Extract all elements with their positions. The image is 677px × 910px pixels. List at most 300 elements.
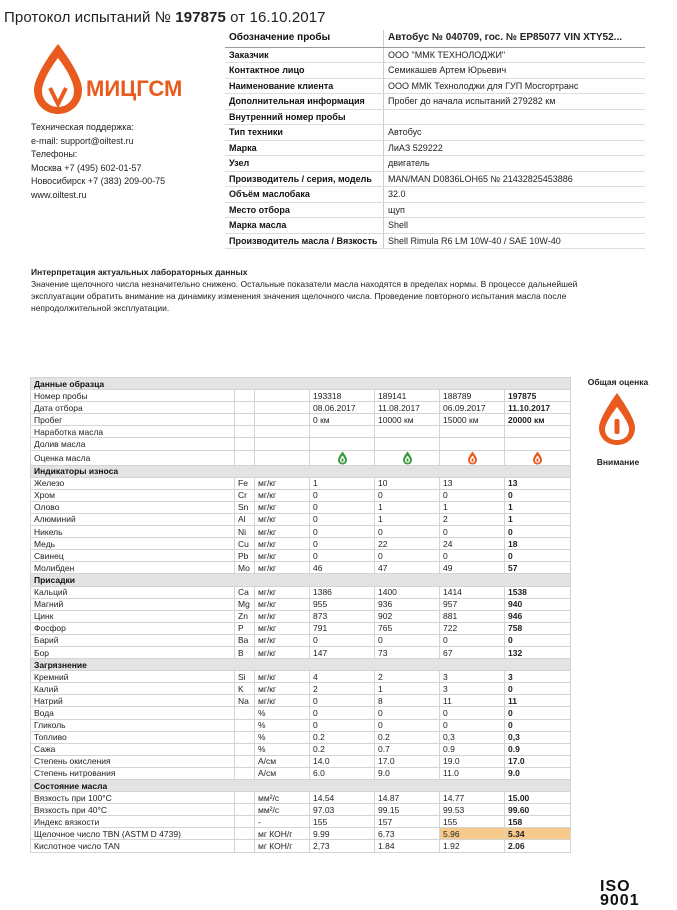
param-name: Индекс вязкости <box>31 816 235 828</box>
unit: A/см <box>255 755 310 767</box>
value-cell: 15000 км <box>440 414 505 426</box>
unit: мг/кг <box>255 489 310 501</box>
element-symbol: Mo <box>235 562 255 574</box>
value-cell: 6.73 <box>375 828 440 840</box>
section-header-row <box>31 378 571 390</box>
param-name: Наработка масла <box>31 426 235 438</box>
unit: % <box>255 719 310 731</box>
table-row <box>31 683 571 695</box>
value-cell: 49 <box>440 562 505 574</box>
value-cell: 1 <box>440 501 505 513</box>
info-label: Наименование клиента <box>225 78 384 94</box>
value-cell: 0 <box>440 526 505 538</box>
info-label: Марка <box>225 140 384 156</box>
info-row <box>225 30 645 47</box>
value-cell: 1 <box>375 683 440 695</box>
logo-text: МИЦГСМ <box>86 76 183 101</box>
value-cell: 13 <box>440 477 505 489</box>
value-cell: 0 <box>505 683 571 695</box>
sample-info-table <box>225 30 645 249</box>
element-symbol <box>235 390 255 402</box>
param-name: Барий <box>31 634 235 646</box>
info-value: ООО ММК Технолоджи для ГУП Мосгортранс <box>384 78 646 94</box>
info-label: Контактное лицо <box>225 63 384 79</box>
value-cell: 873 <box>310 610 375 622</box>
value-cell: 0 <box>505 550 571 562</box>
param-name: Степень нитрования <box>31 767 235 779</box>
param-name: Никель <box>31 526 235 538</box>
support-heading: Техническая поддержка: <box>31 122 134 132</box>
value-cell <box>375 426 440 438</box>
value-cell: 14.87 <box>375 792 440 804</box>
value-cell: 158 <box>505 816 571 828</box>
value-cell: 0 <box>375 489 440 501</box>
info-label: Производитель масла / Вязкость <box>225 233 384 249</box>
table-row <box>31 598 571 610</box>
value-cell: 0 <box>375 707 440 719</box>
unit: мг/кг <box>255 550 310 562</box>
value-cell: 99.53 <box>440 804 505 816</box>
ok-drop-icon <box>375 450 440 465</box>
element-symbol <box>235 707 255 719</box>
value-cell: 147 <box>310 646 375 658</box>
element-symbol: Pb <box>235 550 255 562</box>
unit: мг/кг <box>255 562 310 574</box>
value-cell: 10000 км <box>375 414 440 426</box>
value-cell: 06.09.2017 <box>440 402 505 414</box>
element-symbol <box>235 719 255 731</box>
value-cell: 0 <box>310 489 375 501</box>
value-cell: 1 <box>310 477 375 489</box>
value-cell: 0.7 <box>375 743 440 755</box>
info-label: Заказчик <box>225 47 384 63</box>
unit: A/см <box>255 767 310 779</box>
info-label: Дополнительная информация <box>225 94 384 110</box>
report-title <box>4 9 326 26</box>
param-name: Вязкость при 100°C <box>31 792 235 804</box>
value-cell: 1386 <box>310 586 375 598</box>
unit <box>255 426 310 438</box>
iso-9001-mark <box>600 880 640 908</box>
table-row <box>31 426 571 438</box>
element-symbol: Fe <box>235 477 255 489</box>
value-cell: 0 <box>440 489 505 501</box>
value-cell: 188789 <box>440 390 505 402</box>
unit: % <box>255 743 310 755</box>
title-prefix: Протокол испытаний № <box>4 9 176 26</box>
table-row <box>31 414 571 426</box>
value-cell: 67 <box>440 646 505 658</box>
param-name: Вязкость при 40°C <box>31 804 235 816</box>
info-value: ЛиАЗ 529222 <box>384 140 646 156</box>
value-cell: 0.2 <box>375 731 440 743</box>
param-name: Вода <box>31 707 235 719</box>
table-row <box>31 719 571 731</box>
param-name: Кальций <box>31 586 235 598</box>
param-name: Хром <box>31 489 235 501</box>
unit: мг/кг <box>255 586 310 598</box>
info-value: ООО "ММК ТЕХНОЛОДЖИ" <box>384 47 646 63</box>
element-symbol <box>235 767 255 779</box>
value-cell: 0 <box>375 634 440 646</box>
info-row <box>225 233 645 249</box>
param-name: Номер пробы <box>31 390 235 402</box>
value-cell: 8 <box>375 695 440 707</box>
param-name: Бор <box>31 646 235 658</box>
value-cell: 132 <box>505 646 571 658</box>
info-row <box>225 63 645 79</box>
param-name: Молибден <box>31 562 235 574</box>
unit: мг/кг <box>255 671 310 683</box>
value-cell <box>505 438 571 450</box>
table-row <box>31 671 571 683</box>
unit: мг/кг <box>255 513 310 525</box>
value-cell: 1400 <box>375 586 440 598</box>
company-logo <box>28 40 208 116</box>
element-symbol <box>235 755 255 767</box>
unit: мг/кг <box>255 646 310 658</box>
info-label: Узел <box>225 156 384 172</box>
value-cell: 22 <box>375 538 440 550</box>
value-cell: 99.15 <box>375 804 440 816</box>
table-row <box>31 501 571 513</box>
value-cell: 1538 <box>505 586 571 598</box>
info-label: Внутренний номер пробы <box>225 109 384 125</box>
info-row <box>225 140 645 156</box>
unit: мм²/с <box>255 792 310 804</box>
value-cell: 193318 <box>310 390 375 402</box>
value-cell: 11.10.2017 <box>505 402 571 414</box>
info-row <box>225 202 645 218</box>
table-row <box>31 513 571 525</box>
info-row <box>225 47 645 63</box>
value-cell: 902 <box>375 610 440 622</box>
info-value: Автобус № 040709, гос. № EP85077 VIN XTY52... <box>384 30 646 47</box>
info-label: Производитель / серия, модель <box>225 171 384 187</box>
info-label: Обозначение пробы <box>225 30 384 47</box>
section-header-row <box>31 659 571 671</box>
value-cell: 9.0 <box>375 767 440 779</box>
value-cell: 0,3 <box>440 731 505 743</box>
value-cell: 2 <box>440 513 505 525</box>
value-cell: 2 <box>310 683 375 695</box>
value-cell: 5.96 <box>440 828 505 840</box>
param-name: Долив масла <box>31 438 235 450</box>
logo-drop-icon <box>34 44 82 114</box>
element-symbol <box>235 450 255 465</box>
attention-drop-icon <box>596 391 638 447</box>
overall-rating-status: Внимание <box>596 457 640 467</box>
param-name: Кислотное число TAN <box>31 840 235 852</box>
unit: % <box>255 731 310 743</box>
table-row <box>31 526 571 538</box>
support-contacts <box>31 121 165 203</box>
value-cell: 2 <box>375 671 440 683</box>
section-title: Данные образца <box>31 378 571 390</box>
section-title: Состояние масла <box>31 780 571 792</box>
unit <box>255 450 310 465</box>
element-symbol: Ni <box>235 526 255 538</box>
element-symbol: Sn <box>235 501 255 513</box>
element-symbol: Mg <box>235 598 255 610</box>
element-symbol: Na <box>235 695 255 707</box>
unit: мг КОН/г <box>255 828 310 840</box>
info-value: Пробег до начала испытаний 279282 км <box>384 94 646 110</box>
unit <box>255 438 310 450</box>
value-cell: 0 <box>505 526 571 538</box>
element-symbol <box>235 792 255 804</box>
value-cell: 1.84 <box>375 840 440 852</box>
element-symbol <box>235 731 255 743</box>
value-cell: 0 <box>310 550 375 562</box>
table-row <box>31 695 571 707</box>
element-symbol <box>235 414 255 426</box>
lab-results-table <box>30 377 571 853</box>
value-cell: 5.34 <box>505 828 571 840</box>
info-label: Тип техники <box>225 125 384 141</box>
value-cell: 946 <box>505 610 571 622</box>
value-cell: 14.54 <box>310 792 375 804</box>
value-cell: 3 <box>440 683 505 695</box>
value-cell: 0 <box>310 719 375 731</box>
param-name: Алюминий <box>31 513 235 525</box>
value-cell: 0 <box>505 719 571 731</box>
unit: мг/кг <box>255 634 310 646</box>
info-value <box>384 109 646 125</box>
element-symbol <box>235 816 255 828</box>
value-cell: 99.60 <box>505 804 571 816</box>
value-cell: 17.0 <box>505 755 571 767</box>
value-cell: 0 <box>440 634 505 646</box>
info-row <box>225 78 645 94</box>
value-cell: 0 <box>310 513 375 525</box>
section-title: Присадки <box>31 574 571 586</box>
value-cell: 0 <box>375 719 440 731</box>
table-row <box>31 477 571 489</box>
info-value: Семикашев Артем Юрьевич <box>384 63 646 79</box>
table-row <box>31 792 571 804</box>
info-label: Марка масла <box>225 218 384 234</box>
unit: % <box>255 707 310 719</box>
info-label: Объём маслобака <box>225 187 384 203</box>
value-cell: 47 <box>375 562 440 574</box>
value-cell <box>440 426 505 438</box>
value-cell <box>375 438 440 450</box>
section-title: Загрязнение <box>31 659 571 671</box>
table-row <box>31 804 571 816</box>
value-cell: 18 <box>505 538 571 550</box>
element-symbol: B <box>235 646 255 658</box>
support-email[interactable]: e-mail: support@oiltest.ru <box>31 135 134 146</box>
value-cell: 765 <box>375 622 440 634</box>
unit <box>255 390 310 402</box>
info-row <box>225 171 645 187</box>
unit: мг/кг <box>255 683 310 695</box>
interpretation-text: Значение щелочного числа незначительно снижено. Остальные показатели масла находятся в пределах нормы. В процессе дальнейшей эксплуатации обратить внимание на динамику изменения значения щелочного числа. Проведение повторного испытания масла после непродолжительной эксплуатации. <box>31 279 578 313</box>
value-cell: 20000 км <box>505 414 571 426</box>
value-cell: 0 <box>505 489 571 501</box>
value-cell: 0.2 <box>310 743 375 755</box>
info-row <box>225 109 645 125</box>
value-cell: 197875 <box>505 390 571 402</box>
unit: мм²/с <box>255 804 310 816</box>
info-value: Автобус <box>384 125 646 141</box>
value-cell: 0 <box>310 707 375 719</box>
table-row <box>31 489 571 501</box>
param-name: Цинк <box>31 610 235 622</box>
value-cell: 08.06.2017 <box>310 402 375 414</box>
value-cell: 722 <box>440 622 505 634</box>
element-symbol: P <box>235 622 255 634</box>
value-cell: 1 <box>375 513 440 525</box>
section-header-row <box>31 465 571 477</box>
info-value: Shell <box>384 218 646 234</box>
param-name: Щелочное число TBN (ASTM D 4739) <box>31 828 235 840</box>
report-number: 197875 <box>175 9 226 26</box>
value-cell: 758 <box>505 622 571 634</box>
value-cell: 73 <box>375 646 440 658</box>
value-cell: 46 <box>310 562 375 574</box>
table-row <box>31 767 571 779</box>
value-cell: 936 <box>375 598 440 610</box>
table-row <box>31 828 571 840</box>
value-cell <box>310 426 375 438</box>
value-cell: 2.06 <box>505 840 571 852</box>
table-row <box>31 731 571 743</box>
info-value: 32.0 <box>384 187 646 203</box>
value-cell: 0 <box>310 526 375 538</box>
value-cell: 24 <box>440 538 505 550</box>
info-value: двигатель <box>384 156 646 172</box>
param-name: Дата отбора <box>31 402 235 414</box>
info-row <box>225 218 645 234</box>
interpretation-heading: Интерпретация актуальных лабораторных данных <box>31 267 248 277</box>
element-symbol <box>235 438 255 450</box>
value-cell: 0 <box>310 501 375 513</box>
param-name: Пробег <box>31 414 235 426</box>
value-cell: 957 <box>440 598 505 610</box>
unit: мг/кг <box>255 610 310 622</box>
value-cell: 2,73 <box>310 840 375 852</box>
value-cell: 6.0 <box>310 767 375 779</box>
unit <box>255 402 310 414</box>
value-cell: 0.2 <box>310 731 375 743</box>
unit: - <box>255 816 310 828</box>
value-cell: 155 <box>440 816 505 828</box>
value-cell: 97.03 <box>310 804 375 816</box>
info-value: щуп <box>384 202 646 218</box>
element-symbol <box>235 840 255 852</box>
table-row <box>31 646 571 658</box>
value-cell: 17.0 <box>375 755 440 767</box>
param-name: Гликоль <box>31 719 235 731</box>
support-phone-moscow: Москва +7 (495) 602-01-57 <box>31 162 142 173</box>
element-symbol <box>235 402 255 414</box>
value-cell: 155 <box>310 816 375 828</box>
param-name: Олово <box>31 501 235 513</box>
element-symbol: Cu <box>235 538 255 550</box>
value-cell: 3 <box>505 671 571 683</box>
value-cell: 14.77 <box>440 792 505 804</box>
table-row <box>31 634 571 646</box>
value-cell <box>310 438 375 450</box>
table-row <box>31 707 571 719</box>
param-name: Топливо <box>31 731 235 743</box>
value-cell: 0 <box>440 707 505 719</box>
value-cell: 940 <box>505 598 571 610</box>
value-cell: 1.92 <box>440 840 505 852</box>
value-cell: 0.9 <box>505 743 571 755</box>
info-row <box>225 125 645 141</box>
unit: мг/кг <box>255 477 310 489</box>
table-row <box>31 390 571 402</box>
element-symbol: Al <box>235 513 255 525</box>
info-row <box>225 156 645 172</box>
value-cell: 15.00 <box>505 792 571 804</box>
value-cell: 1 <box>375 501 440 513</box>
element-symbol <box>235 426 255 438</box>
value-cell: 0 <box>310 695 375 707</box>
element-symbol: K <box>235 683 255 695</box>
info-row <box>225 94 645 110</box>
value-cell: 0 <box>505 707 571 719</box>
info-row <box>225 187 645 203</box>
table-row <box>31 743 571 755</box>
warn-drop-icon <box>505 450 571 465</box>
ok-drop-icon <box>310 450 375 465</box>
element-symbol: Ba <box>235 634 255 646</box>
unit: мг КОН/г <box>255 840 310 852</box>
unit <box>255 414 310 426</box>
value-cell: 157 <box>375 816 440 828</box>
support-website[interactable]: www.oiltest.ru <box>31 189 87 200</box>
interpretation-block <box>31 266 611 314</box>
param-name: Натрий <box>31 695 235 707</box>
unit: мг/кг <box>255 622 310 634</box>
value-cell: 57 <box>505 562 571 574</box>
table-row <box>31 402 571 414</box>
value-cell: 11 <box>440 695 505 707</box>
value-cell: 0 км <box>310 414 375 426</box>
value-cell: 19.0 <box>440 755 505 767</box>
title-suffix: от 16.10.2017 <box>225 9 326 26</box>
table-row <box>31 562 571 574</box>
value-cell: 0 <box>505 634 571 646</box>
value-cell: 9.0 <box>505 767 571 779</box>
iso-line1: ISO <box>600 878 631 895</box>
unit: мг/кг <box>255 501 310 513</box>
unit: мг/кг <box>255 695 310 707</box>
unit: мг/кг <box>255 598 310 610</box>
value-cell: 3 <box>440 671 505 683</box>
value-cell: 11.0 <box>440 767 505 779</box>
value-cell: 189141 <box>375 390 440 402</box>
param-name: Сажа <box>31 743 235 755</box>
table-row <box>31 816 571 828</box>
warn-drop-icon <box>440 450 505 465</box>
value-cell: 1 <box>505 501 571 513</box>
table-row <box>31 586 571 598</box>
value-cell: 0 <box>310 634 375 646</box>
value-cell: 4 <box>310 671 375 683</box>
param-name: Свинец <box>31 550 235 562</box>
value-cell: 9.99 <box>310 828 375 840</box>
support-phone-novosibirsk: Новосибирск +7 (383) 209-00-75 <box>31 176 166 187</box>
value-cell: 1 <box>505 513 571 525</box>
table-row <box>31 610 571 622</box>
unit: мг/кг <box>255 526 310 538</box>
value-cell: 11.08.2017 <box>375 402 440 414</box>
